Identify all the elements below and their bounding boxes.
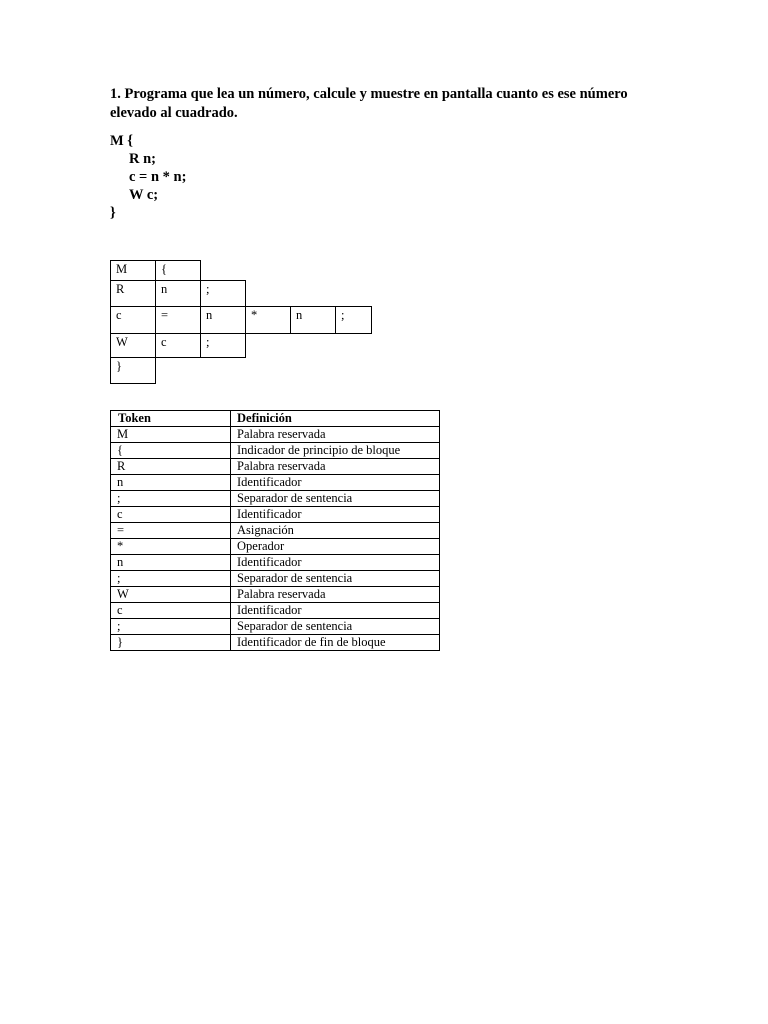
token-grid-cell: n bbox=[155, 280, 201, 307]
token-grid-row bbox=[110, 357, 371, 383]
table-header-row bbox=[111, 411, 440, 427]
definition-cell: Identificador bbox=[231, 603, 440, 619]
token-grid-row bbox=[110, 306, 371, 333]
table-row bbox=[111, 491, 440, 507]
token-cell: ; bbox=[111, 491, 231, 507]
code-block bbox=[110, 132, 186, 222]
definition-cell: Identificador bbox=[231, 507, 440, 523]
token-grid-cell: W bbox=[110, 333, 156, 358]
table-row bbox=[111, 507, 440, 523]
token-grid-row bbox=[110, 280, 371, 306]
table-row bbox=[111, 459, 440, 475]
token-cell: n bbox=[111, 475, 231, 491]
token-grid-cell: M bbox=[110, 260, 156, 281]
token-grid-cell: c bbox=[110, 306, 156, 334]
table-row bbox=[111, 619, 440, 635]
token-cell: W bbox=[111, 587, 231, 603]
table-row bbox=[111, 523, 440, 539]
code-line: } bbox=[110, 205, 116, 221]
table-row bbox=[111, 475, 440, 491]
token-cell: ; bbox=[111, 619, 231, 635]
definition-cell: Palabra reservada bbox=[231, 587, 440, 603]
table-row bbox=[111, 427, 440, 443]
token-cell: n bbox=[111, 555, 231, 571]
token-grid-cell: n bbox=[290, 306, 336, 334]
table-row bbox=[111, 603, 440, 619]
token-grid-cell: ; bbox=[200, 333, 246, 358]
table-row bbox=[111, 555, 440, 571]
token-cell: c bbox=[111, 507, 231, 523]
table-row bbox=[111, 571, 440, 587]
definition-cell: Operador bbox=[231, 539, 440, 555]
code-line: R n; bbox=[129, 151, 156, 167]
code-line: W c; bbox=[129, 187, 159, 203]
definition-cell: Indicador de principio de bloque bbox=[231, 443, 440, 459]
token-grid-cell: c bbox=[155, 333, 201, 358]
token-grid-cell: { bbox=[155, 260, 201, 281]
token-cell: * bbox=[111, 539, 231, 555]
table-body bbox=[111, 427, 440, 651]
token-cell: { bbox=[111, 443, 231, 459]
token-grid-cell: = bbox=[155, 306, 201, 334]
definition-cell: Identificador bbox=[231, 475, 440, 491]
token-grid-cell: n bbox=[200, 306, 246, 334]
token-cell: M bbox=[111, 427, 231, 443]
exercise-heading: 1. Programa que lea un número, calcule y muestre en pantalla cuanto es ese número elevado al cuadrado. bbox=[110, 86, 628, 121]
token-grid-cell: * bbox=[245, 306, 291, 334]
code-line: c = n * n; bbox=[129, 169, 187, 185]
header-token: Token bbox=[111, 411, 231, 427]
token-cell: ; bbox=[111, 571, 231, 587]
code-line: M { bbox=[110, 133, 134, 149]
table-row bbox=[111, 587, 440, 603]
definition-cell: Identificador de fin de bloque bbox=[231, 635, 440, 651]
definition-cell: Palabra reservada bbox=[231, 459, 440, 475]
token-grid bbox=[110, 260, 371, 383]
table-row bbox=[111, 635, 440, 651]
token-grid-row bbox=[110, 260, 371, 280]
definition-cell: Asignación bbox=[231, 523, 440, 539]
token-cell: R bbox=[111, 459, 231, 475]
table-row bbox=[111, 539, 440, 555]
table-row bbox=[111, 443, 440, 459]
token-grid-row bbox=[110, 333, 371, 357]
token-grid-cell: R bbox=[110, 280, 156, 307]
definition-cell: Separador de sentencia bbox=[231, 491, 440, 507]
definition-cell: Identificador bbox=[231, 555, 440, 571]
header-definition: Definición bbox=[231, 411, 440, 427]
definition-cell: Separador de sentencia bbox=[231, 571, 440, 587]
token-cell: = bbox=[111, 523, 231, 539]
definition-cell: Palabra reservada bbox=[231, 427, 440, 443]
definition-cell: Separador de sentencia bbox=[231, 619, 440, 635]
token-cell: } bbox=[111, 635, 231, 651]
token-grid-cell: ; bbox=[200, 280, 246, 307]
token-grid-cell: } bbox=[110, 357, 156, 384]
token-cell: c bbox=[111, 603, 231, 619]
token-grid-cell: ; bbox=[335, 306, 372, 334]
token-definition-table bbox=[110, 410, 440, 651]
